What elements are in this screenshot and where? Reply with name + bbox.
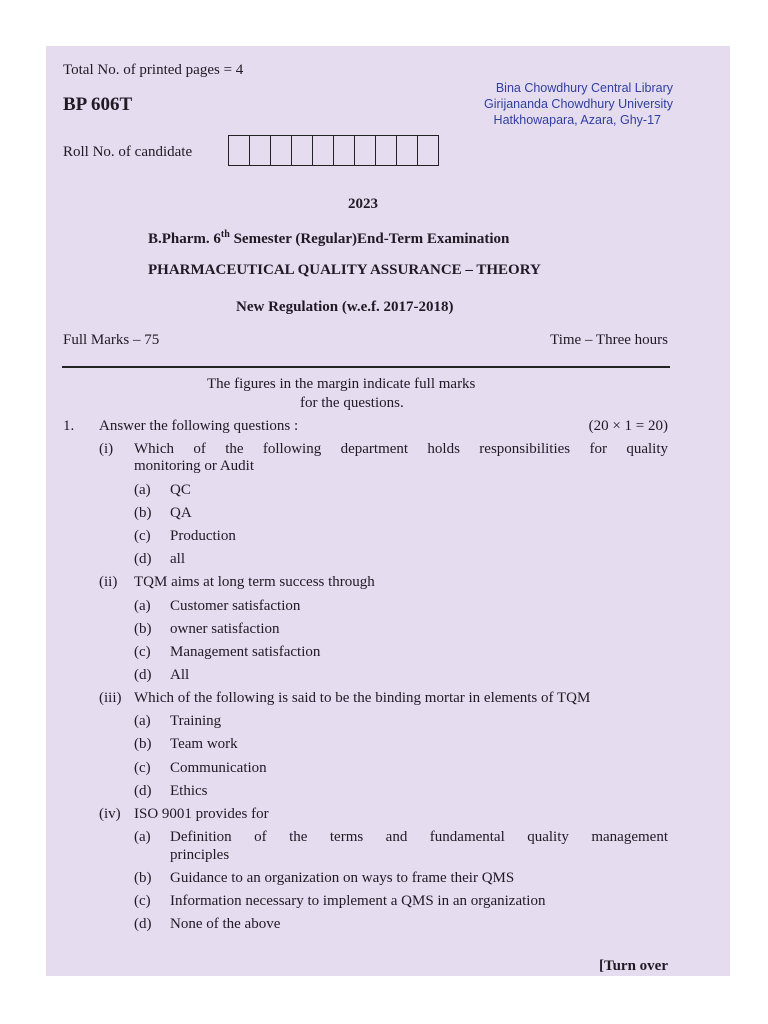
paper-code: BP 606T	[63, 94, 133, 115]
option-text: None of the above	[170, 916, 281, 932]
roll-label: Roll No. of candidate	[63, 144, 193, 160]
option-letter: (d)	[134, 783, 152, 799]
question-text: Answer the following questions :	[99, 418, 299, 434]
sub-question-number: (i)	[99, 441, 114, 457]
option-text: Ethics	[170, 783, 208, 799]
option-text: owner satisfaction	[170, 621, 280, 637]
option-letter: (a)	[134, 713, 151, 729]
option-text: Customer satisfaction	[170, 598, 301, 614]
option-letter: (d)	[134, 667, 152, 683]
stamp-line-2: Girijananda Chowdhury University	[484, 97, 673, 111]
option-letter: (b)	[134, 870, 152, 886]
option-letter: (a)	[134, 482, 151, 498]
roll-number-boxes	[228, 135, 439, 166]
option-text: Production	[170, 528, 236, 544]
option-text: Management satisfaction	[170, 644, 321, 660]
option-text-cont: principles	[170, 847, 230, 863]
instruction-line-1: The figures in the margin indicate full marks	[207, 376, 476, 392]
option-letter: (c)	[134, 528, 151, 544]
option-letter: (c)	[134, 760, 151, 776]
option-text: Information necessary to implement a QMS in an organization	[170, 893, 546, 909]
total-pages: Total No. of printed pages = 4	[63, 62, 244, 78]
sub-question-number: (iv)	[99, 806, 121, 822]
exam-regulation: New Regulation (w.e.f. 2017-2018)	[236, 299, 454, 315]
full-marks: Full Marks – 75	[63, 332, 160, 348]
option-letter: (a)	[134, 598, 151, 614]
exam-name: B.Pharm. 6th Semester (Regular)End-Term Examination	[148, 229, 510, 247]
option-letter: (b)	[134, 621, 152, 637]
turn-over: [Turn over	[598, 958, 668, 974]
sub-question-text-cont: monitoring or Audit	[134, 458, 254, 474]
option-text: Team work	[170, 736, 238, 752]
sub-question-text: Which of the following is said to be the binding mortar in elements of TQM	[134, 690, 591, 706]
stamp-line-1: Bina Chowdhury Central Library	[495, 81, 673, 95]
option-letter: (d)	[134, 551, 152, 567]
option-letter: (b)	[134, 505, 152, 521]
option-text: all	[170, 551, 185, 567]
option-letter: (d)	[134, 916, 152, 932]
sub-question-text: TQM aims at long term success through	[134, 574, 375, 590]
option-letter: (c)	[134, 893, 151, 909]
option-text: QC	[170, 482, 191, 498]
option-text: Communication	[170, 760, 267, 776]
option-text: All	[170, 667, 190, 683]
question-number: 1.	[63, 418, 75, 434]
exam-year: 2023	[348, 196, 378, 212]
exam-subject: PHARMACEUTICAL QUALITY ASSURANCE – THEORY	[148, 262, 541, 278]
time-allowed: Time – Three hours	[550, 332, 668, 348]
option-text: Training	[170, 713, 222, 729]
divider-line	[62, 366, 670, 368]
option-text: Definition of the terms and fundamental quality management	[170, 829, 668, 845]
question-marks: (20 × 1 = 20)	[588, 418, 668, 434]
sub-question-text: Which of the following department holds responsibilities for quality	[134, 441, 668, 457]
sub-question-number: (iii)	[99, 690, 122, 706]
sub-question-text: ISO 9001 provides for	[134, 806, 269, 822]
library-stamp	[484, 80, 673, 128]
sub-question-number: (ii)	[99, 574, 118, 590]
option-letter: (b)	[134, 736, 152, 752]
option-letter: (a)	[134, 829, 151, 845]
stamp-line-3: Hatkhowapara, Azara, Ghy-17	[493, 113, 661, 127]
option-letter: (c)	[134, 644, 151, 660]
option-text: Guidance to an organization on ways to frame their QMS	[170, 870, 515, 886]
instruction-line-2: for the questions.	[300, 395, 404, 411]
option-text: QA	[170, 505, 192, 521]
